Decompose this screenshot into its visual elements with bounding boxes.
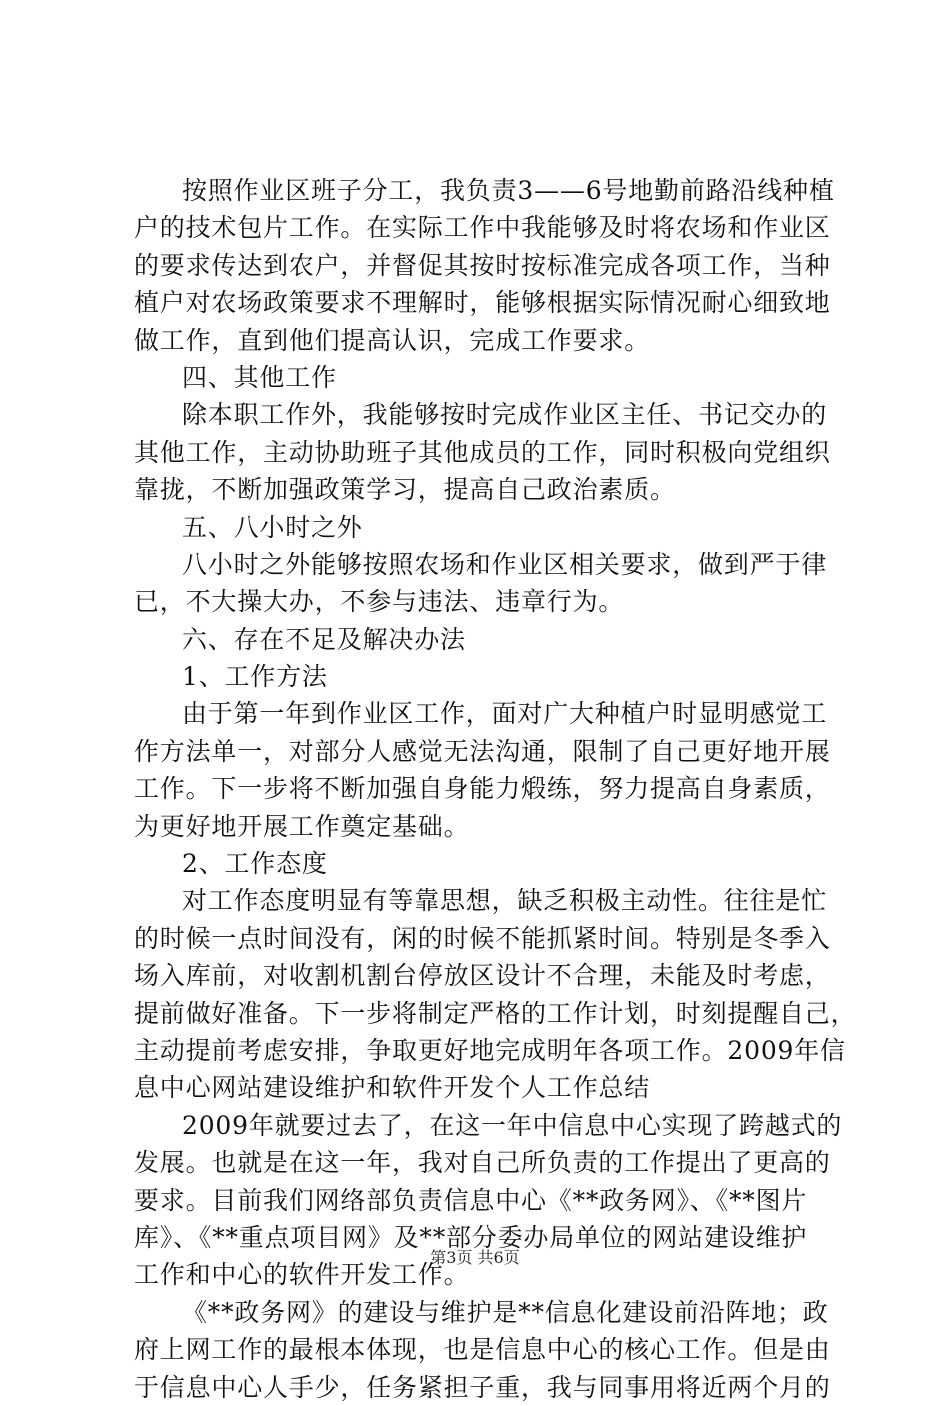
text-line: 六、存在不足及解决办法 (182, 624, 466, 654)
text-line: 户的技术包片工作。在实际工作中我能够及时将农场和作业区 (134, 213, 831, 243)
text-line: 工作。下一步将不断加强自身能力煅练，努力提高自身素质， (134, 774, 831, 804)
text-line: 植户对农场政策要求不理解时，能够根据实际情况耐心细致地 (134, 288, 831, 318)
text-line: 息中心网站建设维护和软件开发个人工作总结 (134, 1073, 651, 1103)
document-body (134, 172, 857, 1406)
text-line: 作方法单一，对部分人感觉无法沟通，限制了自己更好地开展 (134, 736, 831, 766)
text-line: 按照作业区班子分工，我负责3——6号地勤前路沿线种植 (182, 176, 835, 205)
text-line: 府上网工作的最根本体现，也是信息中心的核心工作。但是由 (134, 1335, 831, 1365)
text-line: 由于第一年到作业区工作，面对广大种植户时显明感觉工 (182, 699, 828, 729)
text-line: 工作和中心的软件开发工作。 (134, 1260, 470, 1290)
text-line: 靠拢，不断加强政策学习，提高自己政治素质。 (134, 475, 676, 505)
text-line: 2009年就要过去了，在这一年中信息中心实现了跨越式的 (182, 1110, 843, 1140)
text-line: 场入库前，对收割机割台停放区设计不合理，未能及时考虑， (134, 961, 831, 991)
text-line: 四、其他工作 (182, 362, 337, 392)
text-line: 于信息中心人手少，任务紧担子重，我与同事用将近两个月的 (134, 1372, 831, 1402)
text-line: 2、工作态度 (182, 849, 328, 879)
page-number-footer: 第3页 共6页 (430, 1248, 520, 1267)
text-line: 主动提前考虑安排，争取更好地完成明年各项工作。2009年信 (134, 1035, 846, 1065)
text-line: 《**政务网》的建设与维护是**信息化建设前沿阵地；政 (182, 1297, 829, 1327)
text-line: 库》、《**重点项目网》及**部分委办局单位的网站建设维护 (134, 1222, 808, 1252)
text-line: 提前做好准备。下一步将制定严格的工作计划，时刻提醒自己， (134, 998, 857, 1028)
text-line: 对工作态度明显有等靠思想，缺乏积极主动性。往往是忙 (182, 886, 828, 916)
text-line: 要求。目前我们网络部负责信息中心《**政务网》、《**图片 (134, 1185, 808, 1215)
text-line: 八小时之外能够按照农场和作业区相关要求，做到严于律 (182, 549, 828, 579)
text-line: 做工作，直到他们提高认识，完成工作要求。 (134, 325, 651, 355)
text-line: 发展。也就是在这一年，我对自己所负责的工作提出了更高的 (134, 1148, 831, 1178)
text-line: 已，不大操大办，不参与违法、违章行为。 (134, 587, 625, 617)
text-line: 五、八小时之外 (182, 512, 363, 542)
text-line: 的要求传达到农户，并督促其按时按标准完成各项工作，当种 (134, 250, 831, 280)
text-line: 1、工作方法 (182, 662, 328, 692)
text-line: 其他工作，主动协助班子其他成员的工作，同时积极向党组织 (134, 437, 831, 467)
text-line: 的时候一点时间没有，闲的时候不能抓紧时间。特别是冬季入 (134, 923, 831, 953)
text-line: 为更好地开展工作奠定基础。 (134, 811, 470, 841)
text-line: 除本职工作外，我能够按时完成作业区主任、书记交办的 (182, 400, 828, 430)
